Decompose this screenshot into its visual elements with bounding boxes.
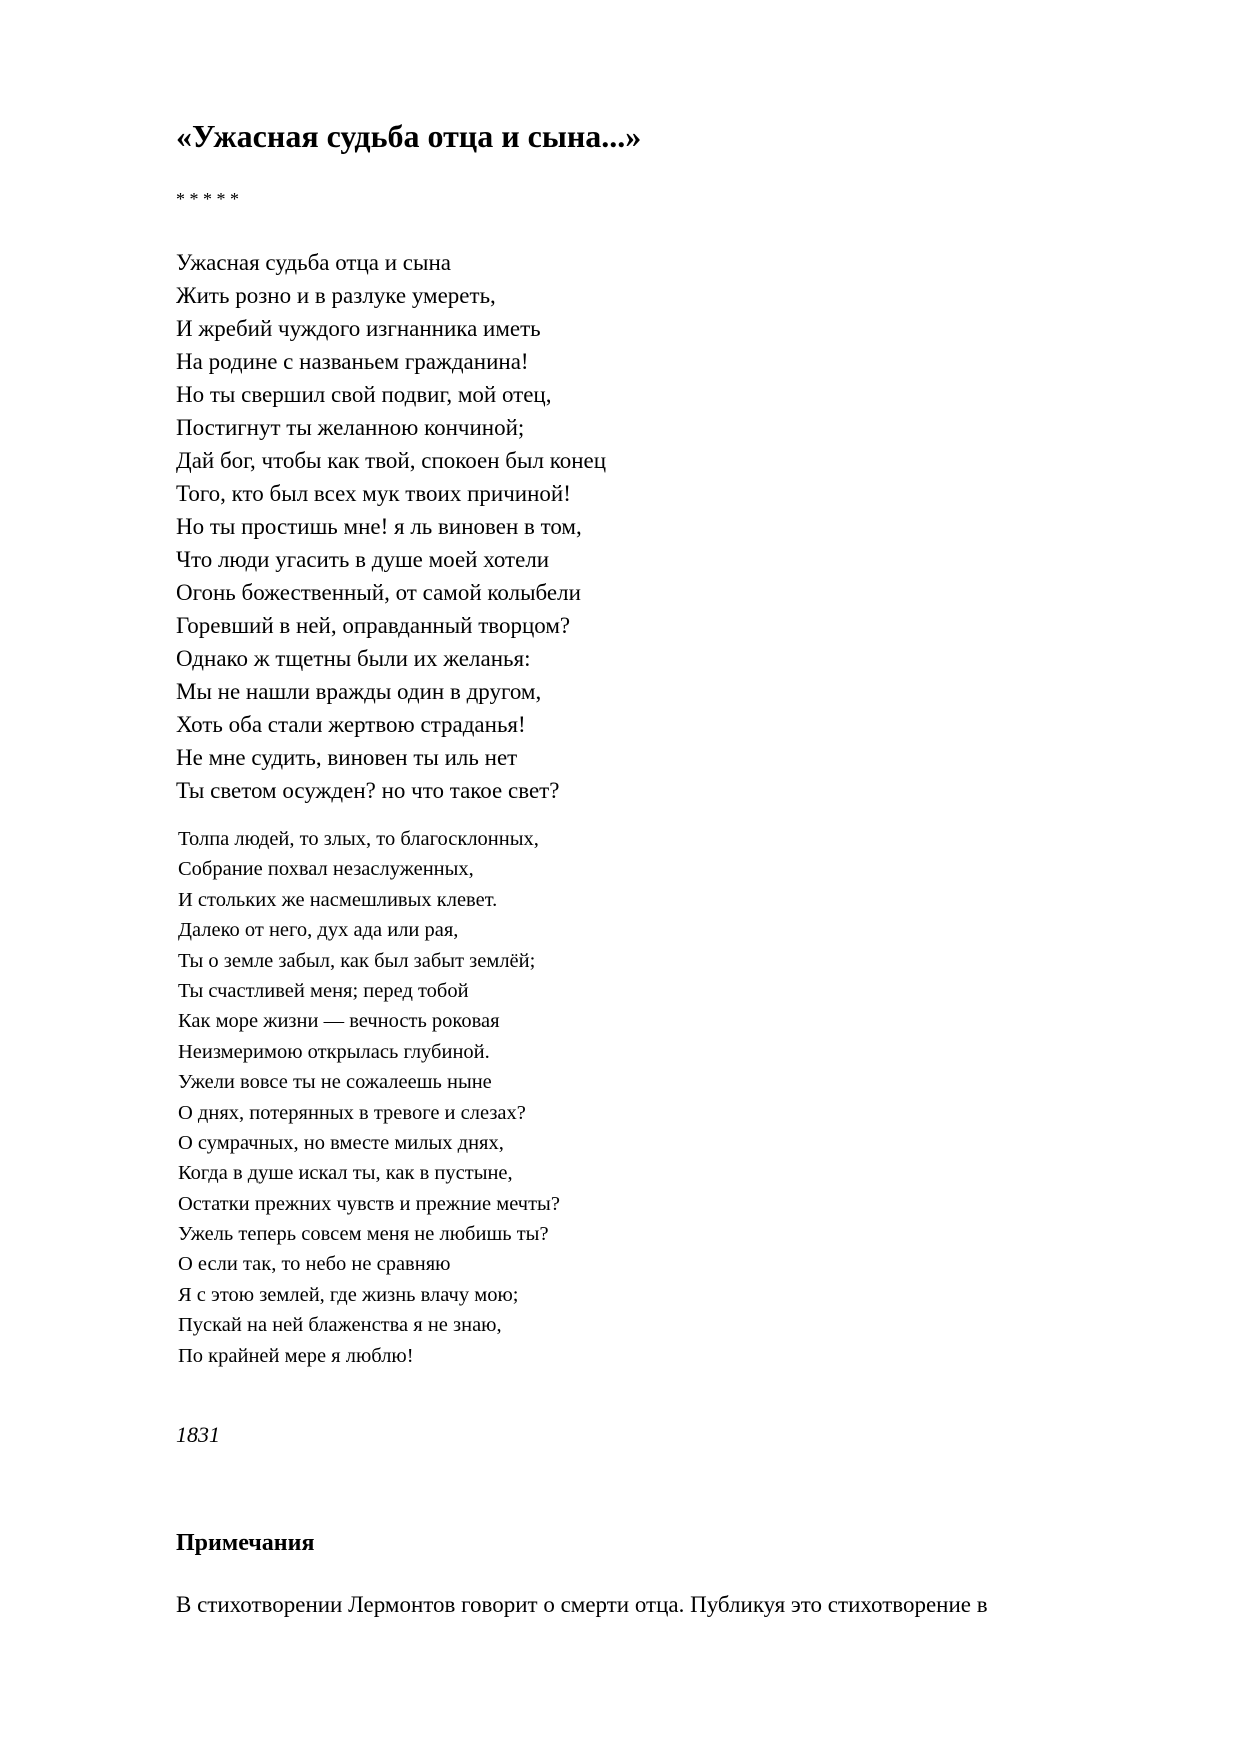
poem-date: 1831 — [176, 1422, 220, 1447]
poem-line: Однако ж тщетны были их желанья: — [176, 646, 531, 671]
poem-line: Ужель теперь совсем меня не любишь ты? — [178, 1223, 549, 1246]
poem-line: Неизмеримою открылась глубиной. — [178, 1040, 490, 1063]
poem-line: Толпа людей, то злых, то благосклонных, — [178, 828, 539, 850]
poem-line: Собрание похвал незаслуженных, — [178, 858, 474, 881]
poem-line: Ужели вовсе ты не сожалеешь ныне — [178, 1071, 492, 1094]
notes-paragraph: В стихотворении Лермонтов говорит о смерти отца. Публикуя это стихотворение в — [176, 1592, 988, 1617]
poem-title: «Ужасная судьба отца и сына...» — [176, 118, 642, 154]
poem-line: Ты о земле забыл, как был забыт землёй; — [178, 949, 536, 972]
poem-line: Дай бог, чтобы как твой, спокоен был конец — [176, 448, 607, 473]
poem-line: Далеко от него, дух ада или рая, — [178, 919, 459, 942]
poem-stanza-1 — [176, 246, 606, 807]
poem-stanza-2 — [178, 824, 560, 1371]
poem-line: Огонь божественный, от самой колыбели — [176, 580, 581, 605]
poem-line: На родине с названьем гражданина! — [176, 349, 529, 374]
poem-line: Мы не нашли вражды один в другом, — [176, 679, 542, 704]
poem-line: Жить розно и в разлуке умереть, — [176, 283, 496, 308]
poem-line: Что люди угасить в душе моей хотели — [176, 547, 550, 572]
poem-line: И жребий чуждого изгнанника иметь — [176, 316, 541, 341]
poem-line: Ты счастливей меня; перед тобой — [178, 979, 469, 1002]
poem-line: Постигнут ты желанною кончиной; — [176, 415, 525, 440]
poem-line: Ужасная судьба отца и сына — [176, 250, 451, 275]
poem-line: Как море жизни — вечность роковая — [178, 1010, 500, 1033]
poem-line: Пускай на ней блаженства я не знаю, — [178, 1314, 502, 1337]
section-separator: * * * * * — [176, 189, 239, 209]
poem-line: Остатки прежних чувств и прежние мечты? — [178, 1192, 560, 1215]
poem-line: Не мне судить, виновен ты иль нет — [176, 745, 518, 770]
poem-line: Но ты простишь мне! я ль виновен в том, — [176, 514, 582, 539]
poem-line: Но ты свершил свой подвиг, мой отец, — [176, 382, 552, 407]
poem-line: Горевший в ней, оправданный творцом? — [176, 613, 571, 638]
poem-line: Хоть оба стали жертвою страданья! — [176, 712, 526, 737]
poem-line: О сумрачных, но вместе милых днях, — [178, 1131, 504, 1154]
poem-line: Я с этою землей, где жизнь влачу мою; — [178, 1283, 519, 1306]
poem-line: О днях, потерянных в тревоге и слезах? — [178, 1101, 526, 1124]
poem-line: Того, кто был всех мук твоих причиной! — [176, 481, 571, 506]
notes-heading: Примечания — [176, 1530, 315, 1556]
poem-line: По крайней мере я люблю! — [178, 1344, 414, 1367]
poem-line: Когда в душе искал ты, как в пустыне, — [178, 1162, 513, 1185]
poem-line: Ты светом осужден? но что такое свет? — [176, 778, 560, 803]
poem-line: О если так, то небо не сравняю — [178, 1253, 451, 1276]
poem-line: И стольких же насмешливых клевет. — [178, 888, 498, 911]
